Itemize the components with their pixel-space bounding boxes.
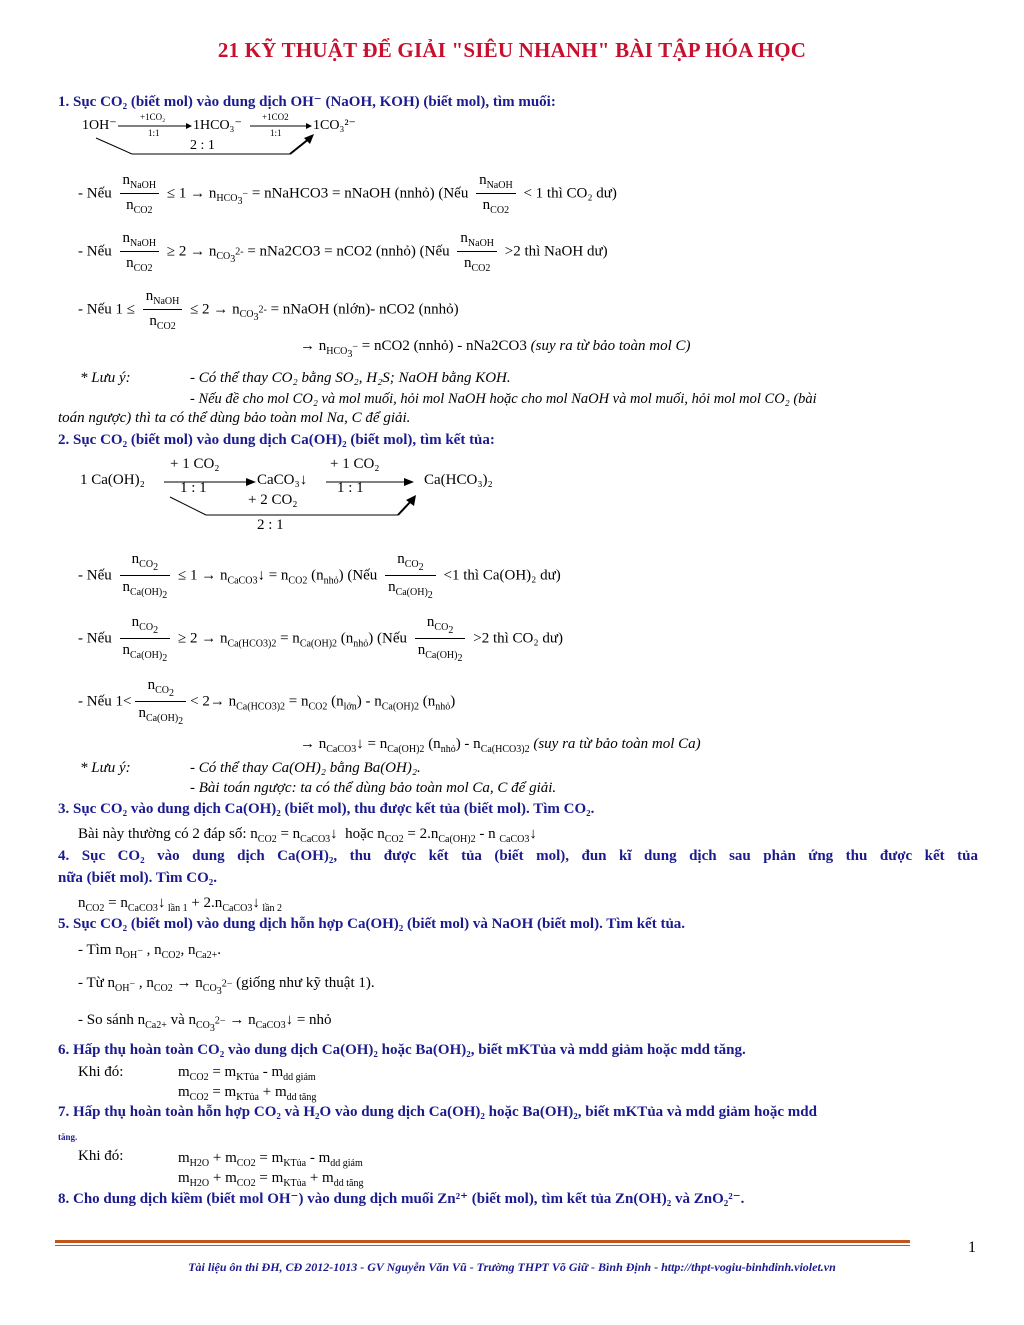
s1-r1-prefix: - Nếu: [78, 185, 112, 202]
s1-rule-2: - Nếu $\frac{n_{NaOH}}{n_{CO2}}$ ≥ $2 \to n_{CO_3^{2-}} = nNa2CO3 = nCO2$ (nnhỏ) (Nếu $\frac{n_{NaOH}}{n_{CO2}}$ >2 thì NaOH dư): [78, 230, 608, 274]
s1-r2-result: = nNa2CO3 = nCO2 (nnhỏ) (Nếu: [247, 243, 450, 260]
s1-r4-note: (suy ra từ bảo toàn mol C): [530, 338, 691, 354]
s1-r2-tail: >2 thì NaOH dư): [504, 243, 608, 260]
s1-r3-cond: ≤ 2 →: [190, 301, 229, 318]
s2-note-2: - Bài toán ngược: ta có thể dùng bảo toàn mol Ca, C để giải.: [190, 780, 557, 796]
scheme-1-arrow1-top: +1CO₂: [140, 112, 166, 122]
s3-body: Bài này thường có 2 đáp số: $n_{CO2}$ = $n_{CaCO3}↓$ hoặc $n_{CO2} = 2.n_{Ca(OH)2} - n$ $_{CaCO3}$↓: [78, 826, 537, 845]
section-6-heading: 6. Hấp thụ hoàn toàn CO₂ vào dung dịch Ca(OH)₂ hoặc Ba(OH)₂, biết mKTủa và mdd giảm hoặc mdd tăng.: [58, 1042, 746, 1058]
s2-r4-note: (suy ra từ bảo toàn mol Ca): [533, 736, 701, 752]
scheme-1-arrow2-top: +1CO2: [262, 112, 289, 122]
scheme-2-arrow1-bottom: 1 : 1: [180, 480, 207, 496]
s1-note-label: * Lưu ý:: [80, 370, 131, 386]
s6-formula-1: $m_{CO2} = m_{KTủa} - m_{dd giảm}$: [178, 1064, 316, 1083]
s5-line-1: - Tìm $n_{OH^-}$ , $n_{CO2}$, $n_{Ca2+}$.: [78, 942, 221, 961]
s1-r3-prefix: - Nếu 1 ≤: [78, 301, 135, 318]
s5-line-3: - So sánh $n_{Ca2+}$ và $n_{CO_3^{2-}}$ → $n_{CaCO3}↓$ = nhỏ: [78, 1012, 332, 1034]
s1-r3-result: = nNaOH (nlớn)- nCO2 (nnhỏ): [270, 301, 459, 318]
s1-note-2: - Nếu đề cho mol CO₂ và mol muối, hỏi mol NaOH hoặc cho mol NaOH và mol muối, hỏi mol mol CO₂ (bài: [190, 391, 817, 407]
page-number: 1: [968, 1239, 976, 1256]
s3-body-text: Bài này thường có 2 đáp số:: [78, 826, 247, 842]
s2-r1-tail: <1 thì Ca(OH)₂ dư): [443, 567, 561, 584]
s2-note-1: - Có thể thay Ca(OH)₂ bằng Ba(OH)₂.: [190, 760, 421, 776]
s1-note-1: - Có thể thay CO₂ bằng SO₂, H₂S; NaOH bằng KOH.: [190, 370, 511, 386]
scheme-1-arrow2-bottom: 1:1: [270, 128, 282, 138]
scheme-2-arrow3-label: + 2 CO₂: [248, 492, 298, 508]
section-1-heading: 1. Sục CO₂ (biết mol) vào dung dịch OH⁻ (NaOH, KOH) (biết mol), tìm muối:: [58, 94, 556, 110]
s1-rule-3: - Nếu 1 ≤ $\frac{n_{NaOH}}{n_{CO2}}$ ≤ $2 \to n_{CO_3^{2-}}$ = nNaOH (nlớn)- nCO2 (nnhỏ): [78, 288, 459, 332]
scheme-2-arrow2-top: + 1 CO₂: [330, 456, 380, 472]
s1-r2-cond: ≥ 2 →: [166, 243, 206, 260]
s7-formula-1: $m_{H2O} + m_{CO2} = m_{KTủa} - m_{dd giảm}$: [178, 1150, 363, 1169]
section-3-heading: 3. Sục CO₂ vào dung dịch Ca(OH)₂ (biết mol), thu được kết tủa (biết mol). Tìm CO₂.: [58, 801, 595, 817]
s7-label: Khi đó:: [78, 1148, 124, 1164]
scheme-1-ratio: 2 : 1: [190, 138, 215, 153]
s1-rule-4: → $n_{HCO_3^-} = nCO2$ (nnhỏ) - nNa2CO3 (suy ra từ bảo toàn mol C): [300, 338, 691, 360]
s2-rule-2: - Nếu $\frac{n_{CO_2}}{n_{Ca(OH)_2}}$ ≥ $2 \to n_{Ca(HCO3)2} = n_{Ca(OH)2}$ $(n_{nhỏ})$ (Nếu $\frac{n_{CO_2}}{n_{Ca(OH)_2}}$ >2 thì CO₂ dư): [78, 614, 563, 664]
s5-l2-tail: (giống như kỹ thuật 1).: [236, 975, 375, 991]
s5-l3-text: - So sánh: [78, 1012, 134, 1028]
s2-rule-4: → $n_{CaCO3}↓ = n_{Ca(OH)2}$ $(n_{nhỏ}) - n_{Ca(HCO3)2}$ (suy ra từ bảo toàn mol Ca): [300, 736, 701, 755]
s2-rule-1: - Nếu $\frac{n_{CO_2}}{n_{Ca(OH)_2}}$ ≤ $1 \to n_{CaCO3}↓ = n_{CO2}$ $(n_{nhỏ})$ (Nếu $\frac{n_{CO_2}}{n_{Ca(OH)_2}}$ <1 thì Ca(OH)₂ dư): [78, 551, 561, 601]
scheme-1-start: 1OH⁻: [82, 118, 117, 133]
s1-r1-tail: < 1 thì CO₂ dư): [523, 185, 617, 202]
scheme-1-arrow1-bottom: 1:1: [148, 128, 160, 138]
section-4-heading-line1: 4. Sục CO₂ vào dung dịch Ca(OH)₂, thu được kết tủa (biết mol), đun kĩ dung dịch sau phản ứng thu được kết tủa: [58, 848, 978, 864]
s1-note-3: toán ngược) thì ta có thể dùng bảo toàn mol Na, C để giải.: [58, 410, 411, 426]
s5-line-2: - Từ $n_{OH^-}$ , $n_{CO2} \to n_{CO_3^{2-}}$ (giống như kỹ thuật 1).: [78, 975, 375, 997]
s1-r1-result: = nNaHCO3 = nNaOH (nnhỏ) (Nếu: [251, 185, 469, 202]
section-8-heading: 8. Cho dung dịch kiềm (biết mol OH⁻) vào dung dịch muối Zn²⁺ (biết mol), tìm kết tủa Zn(OH)₂ và ZnO₂²⁻.: [58, 1191, 745, 1207]
s1-r2-prefix: - Nếu: [78, 243, 112, 260]
s4-formula: $n_{CO2}$ = $n_{CaCO3}↓$ $_{lần 1} + 2.n_{CaCO3}↓$ $_{lần 2}$: [78, 895, 283, 914]
scheme-1-mid: 1HCO₃⁻: [193, 118, 242, 133]
section-4-heading-line2: nữa (biết mol). Tìm CO₂.: [58, 870, 218, 886]
scheme-2-end: Ca(HCO₃)₂: [424, 472, 493, 488]
footer-rule-thin: [55, 1245, 910, 1246]
s5-l1-text: - Tìm: [78, 942, 112, 958]
scheme-2-start: 1 Ca(OH)₂: [80, 472, 145, 488]
scheme-2-ratio: 2 : 1: [257, 517, 284, 533]
s6-label: Khi đó:: [78, 1064, 124, 1080]
s1-r4-result: = nCO2 (nnhỏ) - nNa2CO3: [361, 338, 527, 354]
scheme-2-mid: CaCO₃↓: [257, 472, 308, 488]
footer-text: Tài liệu ôn thi ĐH, CĐ 2012-1013 - GV Nguyễn Văn Vũ - Trường THPT Võ Giữ - Bình Định - http://thpt-vogiu-binhdinh.violet.vn: [188, 1260, 836, 1274]
s2-note-label: * Lưu ý:: [80, 760, 131, 776]
s1-r1-cond: ≤ 1 →: [166, 185, 206, 202]
s7-formula-2: $m_{H2O} + m_{CO2} = m_{KTủa} + m_{dd tăng}$: [178, 1170, 364, 1189]
s2-rule-3: - Nếu 1< $\frac{n_{CO_2}}{n_{Ca(OH)_2}}$ < $2\to n_{Ca(HCO3)2} = n_{CO2}$ $(n_{lớn}) - n_{Ca(OH)2}$ $(n_{nhỏ})$: [78, 677, 456, 727]
section-7-heading-line2: tăng.: [58, 1132, 78, 1142]
page-title: 21 KỸ THUẬT ĐỂ GIẢI "SIÊU NHANH" BÀI TẬP HÓA HỌC: [217, 38, 807, 62]
scheme-1-end: 1CO₃²⁻: [313, 118, 356, 133]
section-5-heading: 5. Sục CO₂ (biết mol) vào dung dịch hỗn hợp Ca(OH)₂ (biết mol) và NaOH (biết mol). Tìm kết tủa.: [58, 916, 686, 932]
s1-rule-1: - Nếu $\frac{n_{NaOH}}{n_{CO2}}$ ≤ $1 \to n_{HCO_3^-}$ = nNaHCO3 = nNaOH (nnhỏ) (Nếu $\frac{n_{NaOH}}{n_{CO2}}$ < 1 thì CO₂ dư): [78, 172, 617, 216]
s6-formula-2: $m_{CO2} = m_{KTủa} + m_{dd tăng}$: [178, 1084, 317, 1103]
section-7-heading-line1: 7. Hấp thụ hoàn toàn hỗn hợp CO₂ và H₂O vào dung dịch Ca(OH)₂ hoặc Ba(OH)₂, biết mKTủa và mdd giảm hoặc mdd: [58, 1104, 817, 1120]
footer-rule-thick: [55, 1240, 910, 1243]
scheme-2-arrow2-bottom: 1 : 1: [337, 480, 364, 496]
scheme-2-arrow1-top: + 1 CO₂: [170, 456, 220, 472]
s2-r2-tail: >2 thì CO₂ dư): [473, 630, 563, 647]
section-2-heading: 2. Sục CO₂ (biết mol) vào dung dịch Ca(OH)₂ (biết mol), tìm kết tủa:: [58, 432, 495, 448]
